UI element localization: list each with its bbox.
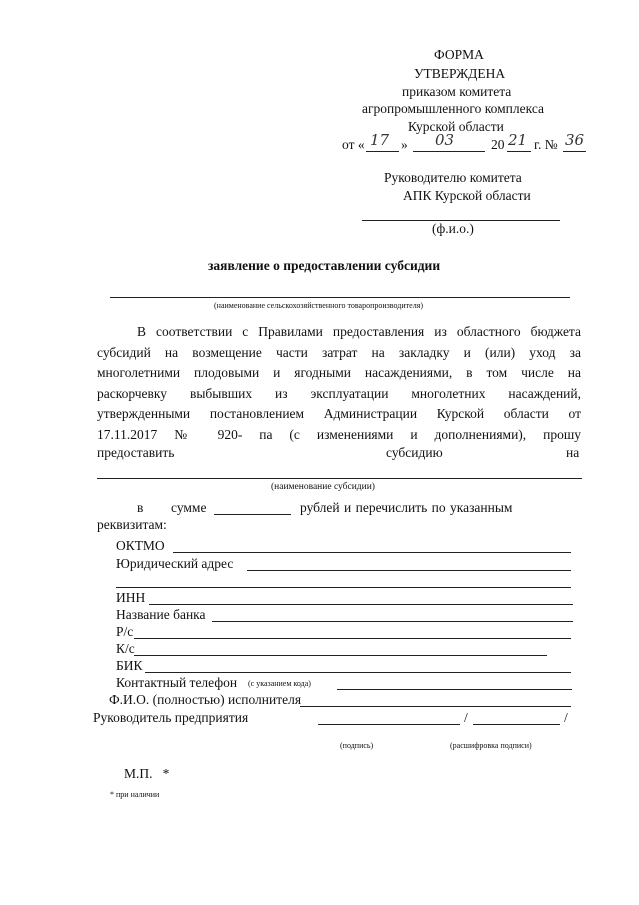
grant-right: на: [566, 445, 580, 460]
phone-line: [337, 689, 572, 690]
document-heading: заявление о предоставлении субсидии: [208, 258, 441, 273]
applicant-line: [110, 297, 570, 298]
year-suffix: г. №: [534, 137, 558, 152]
phone-label: Контактный телефон: [116, 675, 238, 690]
year-prefix: 20: [491, 137, 505, 152]
executor-line: [300, 706, 571, 707]
executor-label: Ф.И.О. (полностью) исполнителя: [109, 692, 302, 707]
bik-line: [145, 672, 571, 673]
bank-name-line: [212, 621, 573, 622]
head-label: Руководитель предприятия: [93, 710, 249, 725]
amount-blank: [214, 514, 291, 515]
inn-line: [149, 604, 573, 605]
order-label: приказом комитета: [402, 84, 512, 99]
handwritten-month: 03: [435, 131, 455, 149]
oktmo-line: [173, 552, 571, 553]
slash-1: /: [464, 710, 468, 725]
oktmo-label: ОКТМО: [116, 538, 165, 553]
form-title: ФОРМА: [434, 47, 484, 62]
main-paragraph: [97, 322, 581, 445]
grant-left: предоставить: [97, 445, 175, 460]
handwritten-day: 17: [370, 131, 390, 149]
region-label: Курской области: [408, 119, 504, 134]
ks-label: К/с: [116, 641, 135, 656]
paragraph-line: утвержденными постановлением Администрации Курской области от: [97, 406, 581, 421]
subsidy-caption: (наименование субсидии): [271, 482, 375, 492]
amount-in: в: [137, 500, 144, 515]
legal-address-line: [247, 570, 571, 571]
head-signature-line: [318, 724, 460, 725]
date-mid: »: [401, 137, 408, 152]
slash-2: /: [564, 710, 568, 725]
phone-note: (с указанием кода): [248, 679, 311, 688]
ks-line: [134, 655, 547, 656]
handwritten-year: 21: [508, 131, 528, 149]
paragraph-line: В соответствии с Правилами предоставления из областного бюджета: [137, 324, 581, 339]
bik-label: БИК: [116, 658, 143, 673]
legal-address-line-2: [116, 587, 571, 588]
committee-label: агропромышленного комплекса: [362, 101, 544, 116]
recipient-line1: Руководителю комитета: [384, 170, 522, 185]
legal-address-label: Юридический адрес: [116, 556, 234, 571]
paragraph-line: многолетними плодовыми и ягодными насаждениями, в том числе на: [97, 365, 581, 380]
paragraph-line: субсидий на возмещение части затрат на закладку и (или) уход за: [97, 344, 581, 360]
decoding-caption: (расшифровка подписи): [450, 741, 532, 750]
handwritten-number: 36: [565, 131, 585, 149]
signature-caption: (подпись): [340, 741, 374, 750]
recipient-line2: АПК Курской области: [403, 188, 531, 203]
head-decoding-line: [473, 724, 560, 725]
footnote: * при наличии: [110, 790, 160, 799]
inn-label: ИНН: [116, 590, 146, 605]
stamp-place: М.П. *: [124, 766, 170, 781]
subsidy-line: [97, 478, 582, 479]
amount-sum: сумме: [171, 500, 207, 515]
requisites-label: реквизитам:: [97, 517, 167, 532]
rs-label: Р/с: [116, 624, 134, 639]
rs-line: [134, 638, 571, 639]
date-prefix: от «: [342, 137, 365, 152]
bank-name-label: Название банка: [116, 607, 206, 622]
paragraph-line: раскорчевку выбывших из эксплуатации многолетних насаждений,: [97, 385, 581, 401]
approved-label: УТВЕРЖДЕНА: [414, 66, 506, 81]
applicant-caption: (наименование сельскохозяйственного товаропроизводителя): [214, 301, 424, 310]
grant-middle: субсидию: [386, 445, 443, 460]
amount-rest: рублей и перечислить по указанным: [300, 500, 513, 515]
fio-caption: (ф.и.о.): [432, 221, 474, 236]
paragraph-line: 17.11.2017 № 920- па (с изменениями и дополнениями), прошу: [97, 426, 581, 442]
